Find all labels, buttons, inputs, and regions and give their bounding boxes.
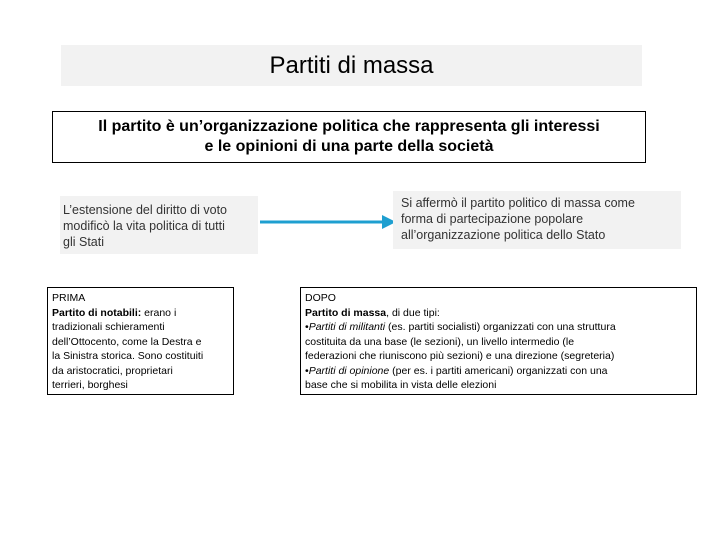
affirmation-line: forma di partecipazione popolare bbox=[401, 212, 584, 226]
dopo-bullet-term: Partiti di militanti bbox=[308, 321, 386, 333]
definition-line: Il partito è un’organizzazione politica che rappresenta gli interessi bbox=[98, 118, 600, 135]
extension-line: modificò la vita politica di tutti bbox=[63, 219, 225, 233]
dopo-line: federazioni che riuniscono più sezioni) e una direzione (segreteria) bbox=[305, 350, 615, 362]
dopo-heading: DOPO bbox=[305, 292, 336, 304]
dopo-line: Partito di massa, di due tipi: bbox=[305, 306, 440, 319]
extension-line: L’estensione del diritto di voto bbox=[63, 203, 227, 217]
dopo-line: costituita da una base (le sezioni), un livello intermedio (le bbox=[305, 335, 575, 348]
dopo-bullet-term: Partiti di opinione bbox=[308, 364, 390, 377]
dopo-box bbox=[300, 287, 697, 395]
affirmation-box bbox=[393, 191, 681, 249]
dopo-bullet-item: •Partiti di opinione (per es. i partiti americani) organizzati con una bbox=[305, 364, 608, 377]
dopo-line: base che si mobilita in vista delle elezioni bbox=[305, 379, 497, 391]
prima-line: da aristocratici, proprietari bbox=[52, 364, 173, 377]
prima-box bbox=[47, 287, 234, 395]
prima-line: tradizionali schieramenti bbox=[52, 321, 165, 333]
bullet-icon: • bbox=[305, 364, 309, 377]
dopo-term: Partito di massa bbox=[305, 306, 387, 319]
prima-line: la Sinistra storica. Sono costituiti bbox=[52, 350, 204, 362]
prima-line: dell’Ottocento, come la Destra e bbox=[52, 335, 202, 348]
bullet-icon: • bbox=[305, 321, 309, 333]
prima-heading: PRIMA bbox=[52, 292, 86, 304]
dopo-bullet-item: •Partiti di militanti (es. partiti socialisti) organizzati con una struttura bbox=[305, 321, 616, 333]
definition-box bbox=[52, 111, 646, 163]
affirmation-line: all’organizzazione politica dello Stato bbox=[401, 228, 606, 242]
title-box bbox=[61, 45, 642, 86]
extension-line: gli Stati bbox=[63, 235, 104, 249]
page-title: Partiti di massa bbox=[269, 51, 434, 79]
prima-line: Partito di notabili: erano i bbox=[52, 306, 177, 319]
right-arrow-icon bbox=[258, 212, 398, 232]
affirmation-line: Si affermò il partito politico di massa come bbox=[401, 196, 635, 210]
definition-line: e le opinioni di una parte della società bbox=[204, 138, 494, 155]
extension-box bbox=[60, 196, 258, 254]
prima-line: terrieri, borghesi bbox=[52, 379, 128, 391]
prima-term: Partito di notabili: bbox=[52, 306, 142, 319]
